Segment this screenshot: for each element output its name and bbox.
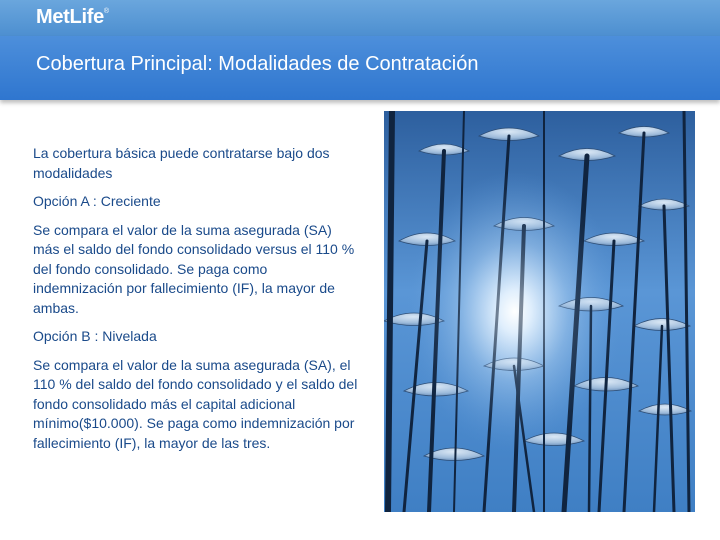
top-bar xyxy=(0,0,720,36)
metlife-logo xyxy=(36,6,109,29)
title-bar xyxy=(0,36,720,100)
option-b-text: Se compara el valor de la suma asegurada (SA), el 110 % del saldo del fondo consolidado y el saldo del fondo consolidado más el capital adicional mínimo($10.000). Se paga como indemnización por fallecimiento (IF), la mayor de las tres. xyxy=(33,356,358,451)
logo-text: MetLife xyxy=(36,6,104,28)
slide-content xyxy=(33,144,358,462)
option-a-text: Se compara el valor de la suma asegurada (SA) más el saldo del fondo consolidado versus el 110 % del fondo consolidado. Se paga como indemnización por fallecimiento (IF), la mayor de ambas. xyxy=(33,221,355,316)
option-a-heading: Opción A : Creciente xyxy=(33,193,161,209)
slide-title: Cobertura Principal: Modalidades de Contratación xyxy=(36,53,479,75)
umbrellas-illustration xyxy=(384,111,695,512)
intro-text: La cobertura básica puede contratarse bajo dos modalidades xyxy=(33,145,330,181)
registered-mark: ® xyxy=(103,8,109,15)
option-b-heading: Opción B : Nivelada xyxy=(33,328,157,344)
umbrellas-photo xyxy=(384,111,695,512)
